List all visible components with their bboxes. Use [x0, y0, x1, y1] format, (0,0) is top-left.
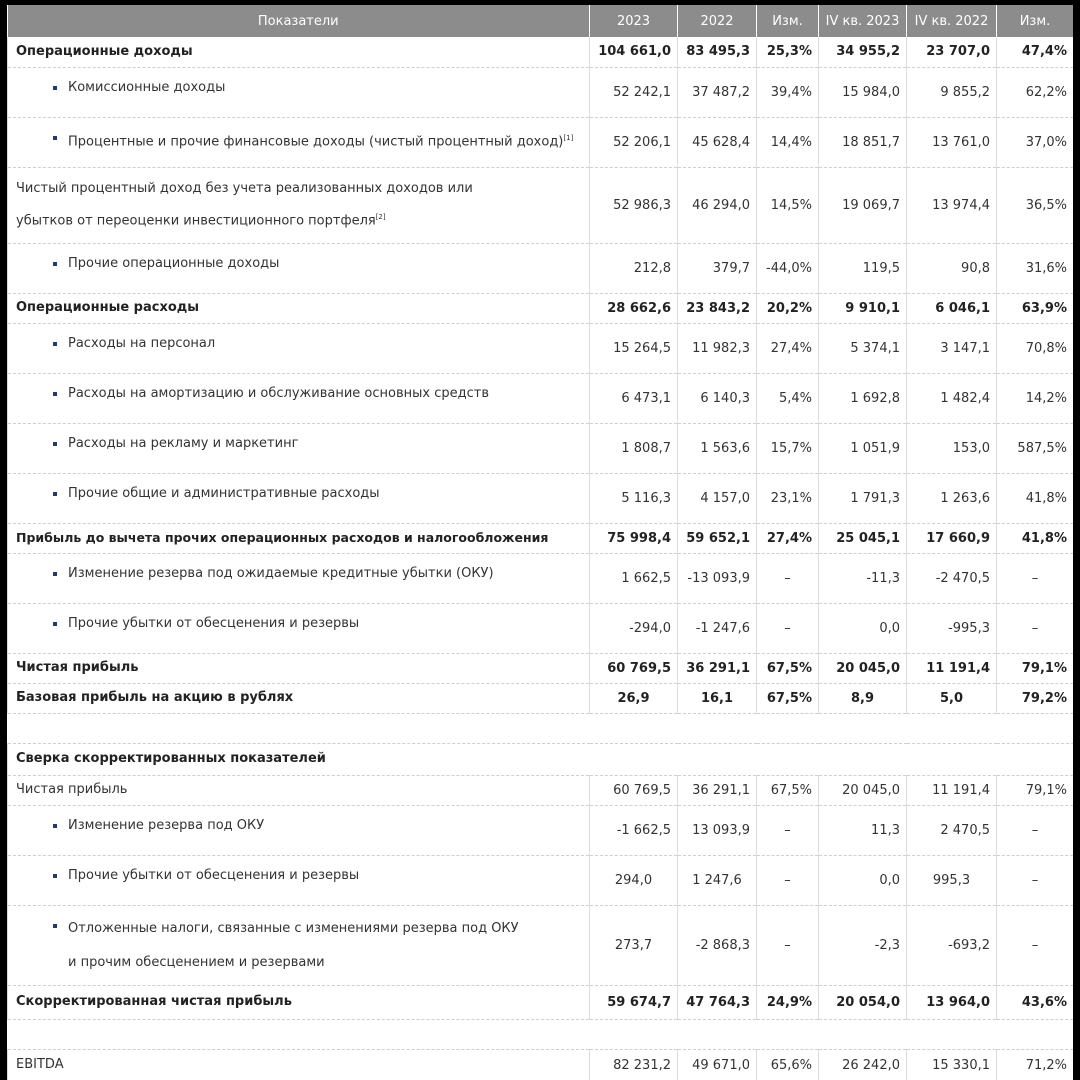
- row-label: [8, 473, 590, 523]
- cell-change: 25,3%: [757, 37, 819, 67]
- cell-2023: 273,7: [590, 905, 678, 985]
- cell-q4-2023: -2,3: [819, 905, 907, 985]
- cell-2022: 6 140,3: [678, 373, 757, 423]
- table-row: [8, 167, 1074, 243]
- cell-q-change: 62,2%: [997, 67, 1074, 117]
- header-2023: 2023: [590, 5, 678, 37]
- cell-change: –: [757, 603, 819, 653]
- cell-2022: 45 628,4: [678, 117, 757, 167]
- header-2022: 2022: [678, 5, 757, 37]
- table-row: [8, 683, 1074, 713]
- cell-2023: 59 674,7: [590, 985, 678, 1019]
- cell-q4-2022: 13 761,0: [907, 117, 997, 167]
- cell-q-change: 43,6%: [997, 985, 1074, 1019]
- cell-q4-2023: 9 910,1: [819, 293, 907, 323]
- table-row: [8, 775, 1074, 805]
- cell-q4-2023: 5 374,1: [819, 323, 907, 373]
- cell-q-change: 41,8%: [997, 523, 1074, 553]
- table-row: [8, 553, 1074, 603]
- cell-change: 5,4%: [757, 373, 819, 423]
- cell-q4-2022: -693,2: [907, 905, 997, 985]
- cell-2023: -1 662,5: [590, 805, 678, 855]
- cell-q4-2022: -2 470,5: [907, 553, 997, 603]
- cell-q4-2023: 20 045,0: [819, 775, 907, 805]
- cell-change: –: [757, 805, 819, 855]
- spacer-row: [8, 713, 1074, 743]
- table-row: [8, 117, 1074, 167]
- cell-change: 39,4%: [757, 67, 819, 117]
- cell-q4-2022: 13 974,4: [907, 167, 997, 243]
- table-row: [8, 985, 1074, 1019]
- header-change: Изм.: [757, 5, 819, 37]
- row-label: [8, 117, 590, 167]
- cell-2023: 75 998,4: [590, 523, 678, 553]
- cell-q4-2023: 20 045,0: [819, 653, 907, 683]
- spacer-row: [8, 1019, 1074, 1049]
- cell-q4-2022: 6 046,1: [907, 293, 997, 323]
- table-row: [8, 37, 1074, 67]
- row-label: Чистая прибыль: [8, 653, 590, 683]
- row-label: [8, 553, 590, 603]
- row-label: [8, 855, 590, 905]
- cell-q-change: 587,5%: [997, 423, 1074, 473]
- cell-q4-2023: 15 984,0: [819, 67, 907, 117]
- cell-q-change: 70,8%: [997, 323, 1074, 373]
- cell-2023: 1 662,5: [590, 553, 678, 603]
- row-label: Скорректированная чистая прибыль: [8, 985, 590, 1019]
- row-label: EBITDA: [8, 1049, 590, 1080]
- row-label: [8, 805, 590, 855]
- cell-q-change: 79,2%: [997, 683, 1074, 713]
- cell-q4-2023: 0,0: [819, 855, 907, 905]
- table-row: [8, 523, 1074, 553]
- cell-change: –: [757, 905, 819, 985]
- table-row: [8, 905, 1074, 985]
- cell-2023: 294,0: [590, 855, 678, 905]
- cell-q4-2022: 153,0: [907, 423, 997, 473]
- cell-q-change: 31,6%: [997, 243, 1074, 293]
- header-q-change: Изм.: [997, 5, 1074, 37]
- row-label: [8, 167, 590, 243]
- cell-q4-2022: 1 263,6: [907, 473, 997, 523]
- table-row: [8, 243, 1074, 293]
- table-row: [8, 323, 1074, 373]
- cell-2023: -294,0: [590, 603, 678, 653]
- cell-q4-2023: 119,5: [819, 243, 907, 293]
- cell-change: 67,5%: [757, 775, 819, 805]
- cell-2023: 1 808,7: [590, 423, 678, 473]
- cell-q-change: –: [997, 855, 1074, 905]
- row-label-text: Отложенные налоги, связанные с изменениями резерва под ОКУ и прочим обесценением и резервами: [68, 920, 519, 970]
- row-label-text: Прочие операционные доходы: [68, 255, 280, 271]
- row-label: [8, 603, 590, 653]
- row-label: Чистая прибыль: [8, 775, 590, 805]
- cell-q4-2022: 9 855,2: [907, 67, 997, 117]
- cell-q-change: 79,1%: [997, 653, 1074, 683]
- section-heading: Сверка скорректированных показателей: [8, 743, 1074, 775]
- financial-results-table: [7, 5, 1073, 1080]
- cell-q4-2023: 18 851,7: [819, 117, 907, 167]
- cell-2022: 59 652,1: [678, 523, 757, 553]
- row-label-text: Расходы на персонал: [68, 335, 216, 351]
- cell-q4-2023: 19 069,7: [819, 167, 907, 243]
- cell-change: 24,9%: [757, 985, 819, 1019]
- cell-q4-2022: 1 482,4: [907, 373, 997, 423]
- table-header-row: [8, 5, 1074, 37]
- table-row: [8, 653, 1074, 683]
- financial-table-panel: [7, 5, 1073, 1080]
- table-row: [8, 423, 1074, 473]
- cell-2022: 36 291,1: [678, 653, 757, 683]
- cell-2022: 1 563,6: [678, 423, 757, 473]
- cell-q4-2023: 0,0: [819, 603, 907, 653]
- row-label-text: Комиссионные доходы: [68, 79, 226, 95]
- cell-q-change: 47,4%: [997, 37, 1074, 67]
- cell-2023: 15 264,5: [590, 323, 678, 373]
- cell-q4-2022: 23 707,0: [907, 37, 997, 67]
- cell-q4-2022: -995,3: [907, 603, 997, 653]
- cell-2022: 379,7: [678, 243, 757, 293]
- cell-q4-2023: 11,3: [819, 805, 907, 855]
- cell-2022: 47 764,3: [678, 985, 757, 1019]
- cell-q4-2023: 34 955,2: [819, 37, 907, 67]
- row-label: [8, 423, 590, 473]
- cell-2022: 83 495,3: [678, 37, 757, 67]
- cell-2023: 82 231,2: [590, 1049, 678, 1080]
- cell-change: 65,6%: [757, 1049, 819, 1080]
- row-label-text: Изменение резерва под ожидаемые кредитные убытки (ОКУ): [68, 565, 494, 581]
- cell-q4-2023: 25 045,1: [819, 523, 907, 553]
- cell-q4-2022: 2 470,5: [907, 805, 997, 855]
- cell-2022: 46 294,0: [678, 167, 757, 243]
- cell-change: 67,5%: [757, 653, 819, 683]
- row-label: [8, 905, 590, 985]
- table-row: [8, 293, 1074, 323]
- cell-2022: -1 247,6: [678, 603, 757, 653]
- cell-change: 14,4%: [757, 117, 819, 167]
- cell-2022: -2 868,3: [678, 905, 757, 985]
- row-label: [8, 243, 590, 293]
- row-label: [8, 67, 590, 117]
- cell-2023: 6 473,1: [590, 373, 678, 423]
- cell-2023: 52 206,1: [590, 117, 678, 167]
- table-row: [8, 373, 1074, 423]
- row-label-text: Прочие убытки от обесценения и резервы: [68, 615, 360, 631]
- cell-q4-2022: 995,3: [907, 855, 997, 905]
- table-row: [8, 1049, 1074, 1080]
- cell-q4-2022: 11 191,4: [907, 653, 997, 683]
- cell-change: 67,5%: [757, 683, 819, 713]
- table-row: [8, 67, 1074, 117]
- row-label-text: Чистый процентный доход без учета реализованных доходов или убытков от переоценки инвестиционного портфеля: [16, 180, 473, 229]
- cell-change: 23,1%: [757, 473, 819, 523]
- cell-2022: 4 157,0: [678, 473, 757, 523]
- cell-2023: 28 662,6: [590, 293, 678, 323]
- cell-change: 27,4%: [757, 323, 819, 373]
- row-label: Операционные доходы: [8, 37, 590, 67]
- cell-2022: 37 487,2: [678, 67, 757, 117]
- cell-2023: 5 116,3: [590, 473, 678, 523]
- cell-2022: 1 247,6: [678, 855, 757, 905]
- row-label-text: Расходы на рекламу и маркетинг: [68, 435, 299, 451]
- cell-q4-2023: 1 692,8: [819, 373, 907, 423]
- row-label: [8, 323, 590, 373]
- cell-q-change: 79,1%: [997, 775, 1074, 805]
- cell-2023: 52 242,1: [590, 67, 678, 117]
- cell-2023: 60 769,5: [590, 653, 678, 683]
- cell-2022: 13 093,9: [678, 805, 757, 855]
- cell-q-change: –: [997, 805, 1074, 855]
- cell-q-change: –: [997, 905, 1074, 985]
- row-label-text: Прочие убытки от обесценения и резервы: [68, 867, 360, 883]
- row-label-text: Процентные и прочие финансовые доходы (чистый процентный доход): [68, 133, 564, 149]
- cell-q-change: –: [997, 553, 1074, 603]
- cell-q4-2022: 11 191,4: [907, 775, 997, 805]
- cell-2023: 212,8: [590, 243, 678, 293]
- cell-q4-2023: 8,9: [819, 683, 907, 713]
- header-indicators: Показатели: [8, 5, 590, 37]
- cell-2022: 11 982,3: [678, 323, 757, 373]
- cell-q-change: 37,0%: [997, 117, 1074, 167]
- cell-change: 14,5%: [757, 167, 819, 243]
- cell-q-change: 71,2%: [997, 1049, 1074, 1080]
- cell-change: 27,4%: [757, 523, 819, 553]
- table-row: [8, 473, 1074, 523]
- table-row: [8, 805, 1074, 855]
- row-label: Операционные расходы: [8, 293, 590, 323]
- row-label-text: Прочие общие и административные расходы: [68, 485, 380, 501]
- cell-q-change: 36,5%: [997, 167, 1074, 243]
- cell-q-change: 41,8%: [997, 473, 1074, 523]
- cell-q-change: –: [997, 603, 1074, 653]
- cell-2022: -13 093,9: [678, 553, 757, 603]
- cell-q4-2022: 17 660,9: [907, 523, 997, 553]
- cell-2023: 26,9: [590, 683, 678, 713]
- cell-q4-2022: 5,0: [907, 683, 997, 713]
- row-label: Прибыль до вычета прочих операционных расходов и налогообложения: [8, 523, 590, 553]
- table-row: [8, 855, 1074, 905]
- footnote-ref[interactable]: [2]: [375, 212, 386, 221]
- cell-q4-2022: 15 330,1: [907, 1049, 997, 1080]
- cell-2022: 49 671,0: [678, 1049, 757, 1080]
- cell-change: -44,0%: [757, 243, 819, 293]
- cell-2022: 16,1: [678, 683, 757, 713]
- table-row: [8, 603, 1074, 653]
- cell-2023: 60 769,5: [590, 775, 678, 805]
- cell-2022: 23 843,2: [678, 293, 757, 323]
- footnote-ref[interactable]: [1]: [563, 133, 574, 142]
- header-q4-2022: IV кв. 2022: [907, 5, 997, 37]
- cell-q4-2023: 1 051,9: [819, 423, 907, 473]
- row-label: Базовая прибыль на акцию в рублях: [8, 683, 590, 713]
- cell-change: 15,7%: [757, 423, 819, 473]
- cell-q4-2023: 26 242,0: [819, 1049, 907, 1080]
- row-label-text: Изменение резерва под ОКУ: [68, 817, 265, 833]
- cell-2022: 36 291,1: [678, 775, 757, 805]
- header-q4-2023: IV кв. 2023: [819, 5, 907, 37]
- cell-2023: 52 986,3: [590, 167, 678, 243]
- cell-change: –: [757, 553, 819, 603]
- cell-q4-2023: 20 054,0: [819, 985, 907, 1019]
- cell-q4-2022: 13 964,0: [907, 985, 997, 1019]
- cell-q-change: 63,9%: [997, 293, 1074, 323]
- cell-2023: 104 661,0: [590, 37, 678, 67]
- cell-q4-2022: 3 147,1: [907, 323, 997, 373]
- cell-q4-2023: 1 791,3: [819, 473, 907, 523]
- cell-q4-2023: -11,3: [819, 553, 907, 603]
- cell-change: 20,2%: [757, 293, 819, 323]
- row-label: [8, 373, 590, 423]
- row-label-text: Расходы на амортизацию и обслуживание основных средств: [68, 385, 489, 401]
- cell-q-change: 14,2%: [997, 373, 1074, 423]
- section-heading-row: [8, 743, 1074, 775]
- cell-change: –: [757, 855, 819, 905]
- cell-q4-2022: 90,8: [907, 243, 997, 293]
